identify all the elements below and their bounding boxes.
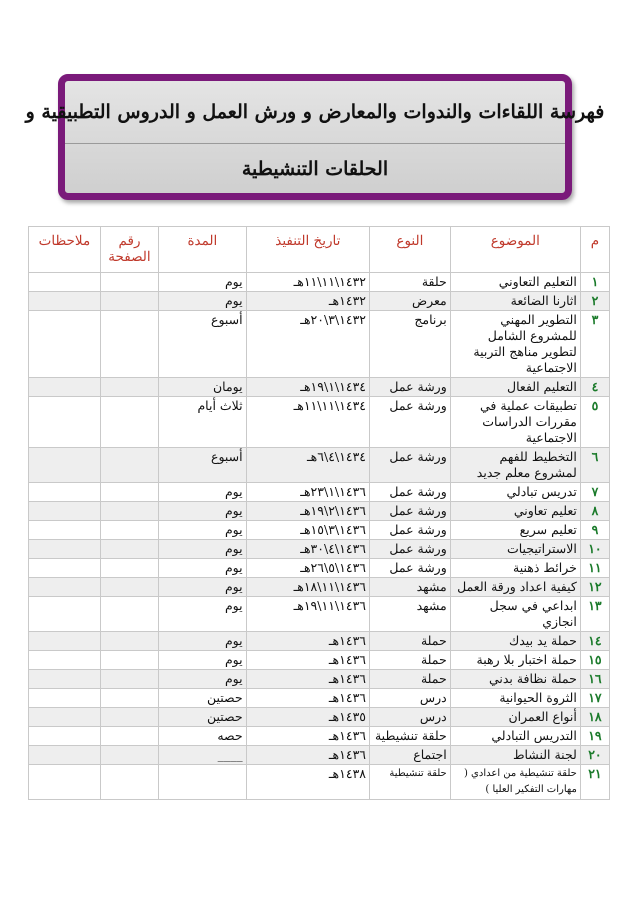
title-line-2: الحلقات التنشيطية bbox=[241, 157, 389, 180]
cell-date: ١٤٣٦\٥\٢٦هـ bbox=[246, 559, 369, 578]
cell-num: ١٢ bbox=[580, 578, 609, 597]
cell-date: ١٤٣٦هـ bbox=[246, 670, 369, 689]
cell-topic: أنواع العمران bbox=[450, 708, 580, 727]
cell-notes bbox=[29, 311, 101, 378]
cell-num: ١٨ bbox=[580, 708, 609, 727]
cell-notes bbox=[29, 578, 101, 597]
cell-date: ١٤٣٤\٤\٦هـ bbox=[246, 448, 369, 483]
cell-duration: حصه bbox=[159, 727, 246, 746]
cell-type: حملة bbox=[370, 670, 451, 689]
cell-num: ٢١ bbox=[580, 765, 609, 800]
cell-notes bbox=[29, 632, 101, 651]
cell-notes bbox=[29, 540, 101, 559]
cell-duration: يومان bbox=[159, 378, 246, 397]
cell-topic: الاستراتيجيات bbox=[450, 540, 580, 559]
cell-topic: التدريس التبادلي bbox=[450, 727, 580, 746]
cell-date: ١٤٣٥هـ bbox=[246, 708, 369, 727]
table-header-row bbox=[29, 227, 610, 273]
cell-duration: أسبوع bbox=[159, 311, 246, 378]
cell-notes bbox=[29, 521, 101, 540]
cell-num: ٤ bbox=[580, 378, 609, 397]
cell-type: مشهد bbox=[370, 597, 451, 632]
cell-page bbox=[100, 670, 158, 689]
header-notes: ملاحظات bbox=[29, 227, 101, 273]
cell-type: حلقة تنشيطية bbox=[370, 727, 451, 746]
cell-num: ٢٠ bbox=[580, 746, 609, 765]
cell-num: ٨ bbox=[580, 502, 609, 521]
cell-num: ١٠ bbox=[580, 540, 609, 559]
cell-topic: لجنة النشاط bbox=[450, 746, 580, 765]
cell-date: ١٤٣٦هـ bbox=[246, 746, 369, 765]
cell-type: اجتماع bbox=[370, 746, 451, 765]
cell-date: ١٤٣٤\١١\١١هـ bbox=[246, 397, 369, 448]
cell-duration: يوم bbox=[159, 292, 246, 311]
cell-duration: ثلاث أيام bbox=[159, 397, 246, 448]
cell-topic: الثروة الحيوانية bbox=[450, 689, 580, 708]
cell-duration: يوم bbox=[159, 651, 246, 670]
cell-topic: ابداعي في سجل انجازي bbox=[450, 597, 580, 632]
cell-notes bbox=[29, 448, 101, 483]
cell-page bbox=[100, 746, 158, 765]
cell-topic: حملة اختبار بلا رهبة bbox=[450, 651, 580, 670]
cell-num: ٣ bbox=[580, 311, 609, 378]
table-row bbox=[29, 311, 610, 378]
cell-page bbox=[100, 540, 158, 559]
cell-num: ٥ bbox=[580, 397, 609, 448]
cell-notes bbox=[29, 273, 101, 292]
cell-page bbox=[100, 597, 158, 632]
index-table bbox=[28, 226, 610, 800]
cell-topic: حملة يد بيدك bbox=[450, 632, 580, 651]
cell-topic: التعليم التعاوني bbox=[450, 273, 580, 292]
header-date: تاريخ التنفيذ bbox=[246, 227, 369, 273]
cell-duration: ____ bbox=[159, 746, 246, 765]
cell-topic: تدريس تبادلي bbox=[450, 483, 580, 502]
cell-topic: خرائط ذهنية bbox=[450, 559, 580, 578]
table-row bbox=[29, 651, 610, 670]
cell-duration: يوم bbox=[159, 632, 246, 651]
cell-duration: يوم bbox=[159, 521, 246, 540]
table-row bbox=[29, 378, 610, 397]
cell-type: درس bbox=[370, 708, 451, 727]
cell-date: ١٤٣٦\١١\١٨هـ bbox=[246, 578, 369, 597]
cell-num: ١٩ bbox=[580, 727, 609, 746]
cell-topic: تطبيقات عملية في مقررات الدراسات الاجتماعية bbox=[450, 397, 580, 448]
cell-page bbox=[100, 578, 158, 597]
cell-type: حملة bbox=[370, 632, 451, 651]
cell-type: ورشة عمل bbox=[370, 540, 451, 559]
cell-duration: يوم bbox=[159, 273, 246, 292]
cell-date: ١٤٣٦\٣\١٥هـ bbox=[246, 521, 369, 540]
cell-duration: يوم bbox=[159, 502, 246, 521]
cell-type: مشهد bbox=[370, 578, 451, 597]
cell-type: ورشة عمل bbox=[370, 521, 451, 540]
cell-notes bbox=[29, 746, 101, 765]
header-duration: المدة bbox=[159, 227, 246, 273]
table-row bbox=[29, 746, 610, 765]
cell-page bbox=[100, 378, 158, 397]
cell-date: ١٤٣٦هـ bbox=[246, 632, 369, 651]
table-row bbox=[29, 727, 610, 746]
cell-notes bbox=[29, 708, 101, 727]
table-body bbox=[29, 273, 610, 800]
cell-topic: كيفية اعداد ورقة العمل bbox=[450, 578, 580, 597]
table-row bbox=[29, 708, 610, 727]
cell-date: ١٤٣٦\٢\١٩هـ bbox=[246, 502, 369, 521]
cell-type: حلقة تنشيطية bbox=[370, 765, 451, 800]
table-row bbox=[29, 765, 610, 800]
cell-type: ورشة عمل bbox=[370, 502, 451, 521]
cell-page bbox=[100, 397, 158, 448]
table-row bbox=[29, 689, 610, 708]
table-row bbox=[29, 559, 610, 578]
table-row bbox=[29, 292, 610, 311]
cell-date: ١٤٣٤\١\١٩هـ bbox=[246, 378, 369, 397]
table-row bbox=[29, 670, 610, 689]
cell-date: ١٤٣٦\١١\١٩هـ bbox=[246, 597, 369, 632]
cell-date: ١٤٣٢هـ bbox=[246, 292, 369, 311]
cell-type: ورشة عمل bbox=[370, 559, 451, 578]
cell-type: حلقة bbox=[370, 273, 451, 292]
cell-notes bbox=[29, 483, 101, 502]
cell-topic: تعليم سريع bbox=[450, 521, 580, 540]
cell-date: ١٤٣٦\٤\٣٠هـ bbox=[246, 540, 369, 559]
cell-notes bbox=[29, 559, 101, 578]
table-row bbox=[29, 632, 610, 651]
cell-topic: تعليم تعاوني bbox=[450, 502, 580, 521]
cell-type: درس bbox=[370, 689, 451, 708]
cell-date: ١٤٣٦هـ bbox=[246, 651, 369, 670]
cell-num: ٢ bbox=[580, 292, 609, 311]
title-box bbox=[25, 74, 605, 200]
table-row bbox=[29, 597, 610, 632]
cell-notes bbox=[29, 670, 101, 689]
cell-page bbox=[100, 483, 158, 502]
cell-date: ١٤٣٦هـ bbox=[246, 727, 369, 746]
cell-num: ٩ bbox=[580, 521, 609, 540]
cell-duration: حصتين bbox=[159, 708, 246, 727]
cell-page bbox=[100, 273, 158, 292]
table-row bbox=[29, 273, 610, 292]
cell-num: ٧ bbox=[580, 483, 609, 502]
cell-duration: يوم bbox=[159, 670, 246, 689]
cell-page bbox=[100, 521, 158, 540]
title-line-1: فهرسة اللقاءات والندوات والمعارض و ورش العمل و الدروس التطبيقية و bbox=[65, 81, 565, 144]
cell-notes bbox=[29, 292, 101, 311]
cell-page bbox=[100, 708, 158, 727]
table-row bbox=[29, 397, 610, 448]
cell-topic: حلقة تنشيطية من اعدادي ( مهارات التفكير العليا ) bbox=[450, 765, 580, 800]
table-row bbox=[29, 521, 610, 540]
cell-type: ورشة عمل bbox=[370, 448, 451, 483]
cell-type: ورشة عمل bbox=[370, 483, 451, 502]
cell-num: ١٧ bbox=[580, 689, 609, 708]
header-num: م bbox=[580, 227, 609, 273]
cell-date: ١٤٣٢\٣\٢٠هـ bbox=[246, 311, 369, 378]
header-topic: الموضوع bbox=[450, 227, 580, 273]
table-row bbox=[29, 578, 610, 597]
cell-type: حملة bbox=[370, 651, 451, 670]
cell-notes bbox=[29, 765, 101, 800]
cell-num: ١٣ bbox=[580, 597, 609, 632]
cell-page bbox=[100, 689, 158, 708]
cell-date: ١٤٣٨هـ bbox=[246, 765, 369, 800]
cell-num: ١٥ bbox=[580, 651, 609, 670]
table-row bbox=[29, 448, 610, 483]
cell-topic: التطوير المهني للمشروع الشامل لتطوير مناهج التربية الاجتماعية bbox=[450, 311, 580, 378]
cell-date: ١٤٣٦\١\٢٣هـ bbox=[246, 483, 369, 502]
cell-notes bbox=[29, 727, 101, 746]
cell-notes bbox=[29, 651, 101, 670]
cell-duration: يوم bbox=[159, 559, 246, 578]
cell-notes bbox=[29, 502, 101, 521]
cell-duration: يوم bbox=[159, 578, 246, 597]
cell-duration: أسبوع bbox=[159, 448, 246, 483]
cell-type: برنامج bbox=[370, 311, 451, 378]
cell-num: ١٦ bbox=[580, 670, 609, 689]
cell-num: ٦ bbox=[580, 448, 609, 483]
cell-topic: اثارنا الضائعة bbox=[450, 292, 580, 311]
cell-duration: يوم bbox=[159, 597, 246, 632]
cell-page bbox=[100, 651, 158, 670]
cell-page bbox=[100, 765, 158, 800]
cell-date: ١٤٣٦هـ bbox=[246, 689, 369, 708]
cell-page bbox=[100, 311, 158, 378]
cell-notes bbox=[29, 597, 101, 632]
cell-type: ورشة عمل bbox=[370, 378, 451, 397]
cell-duration: حصتين bbox=[159, 689, 246, 708]
cell-date: ١٤٣٢\١١\١١هـ bbox=[246, 273, 369, 292]
cell-notes bbox=[29, 378, 101, 397]
cell-num: ١١ bbox=[580, 559, 609, 578]
cell-topic: حملة نظافة بدني bbox=[450, 670, 580, 689]
cell-page bbox=[100, 632, 158, 651]
cell-page bbox=[100, 502, 158, 521]
table-row bbox=[29, 540, 610, 559]
cell-num: ١ bbox=[580, 273, 609, 292]
table-row bbox=[29, 483, 610, 502]
cell-page bbox=[100, 559, 158, 578]
cell-notes bbox=[29, 397, 101, 448]
cell-page bbox=[100, 727, 158, 746]
cell-duration: يوم bbox=[159, 483, 246, 502]
cell-type: ورشة عمل bbox=[370, 397, 451, 448]
cell-page bbox=[100, 292, 158, 311]
cell-num: ١٤ bbox=[580, 632, 609, 651]
cell-notes bbox=[29, 689, 101, 708]
header-page: رقم الصفحة bbox=[100, 227, 158, 273]
table-row bbox=[29, 502, 610, 521]
cell-type: معرض bbox=[370, 292, 451, 311]
cell-topic: التعليم الفعال bbox=[450, 378, 580, 397]
header-type: النوع bbox=[370, 227, 451, 273]
cell-topic: التخطيط للفهم لمشروع معلم جديد bbox=[450, 448, 580, 483]
cell-duration: يوم bbox=[159, 540, 246, 559]
cell-page bbox=[100, 448, 158, 483]
cell-duration bbox=[159, 765, 246, 800]
